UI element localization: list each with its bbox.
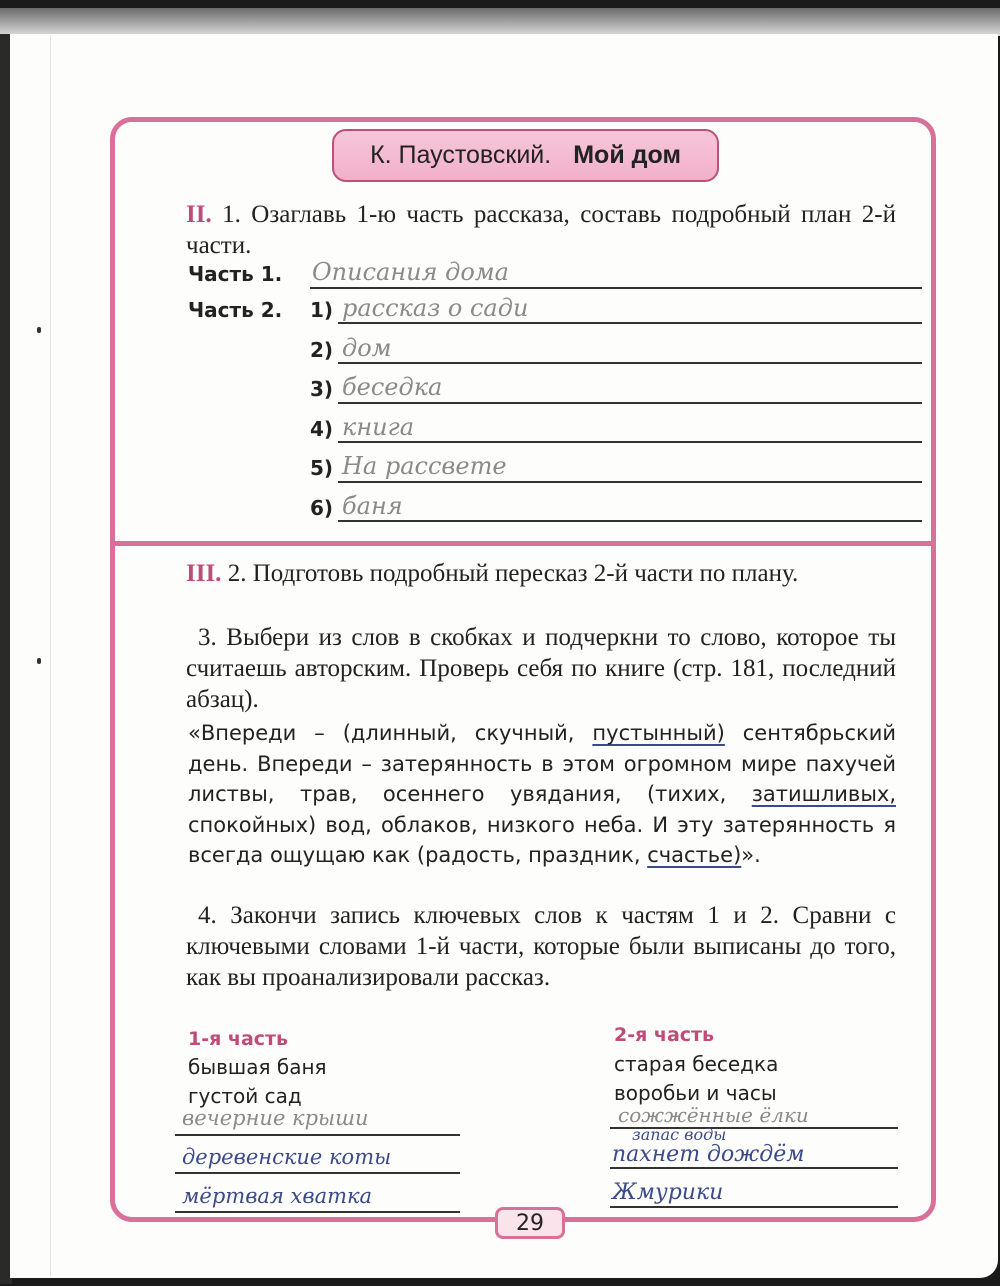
handwritten-answer-part-1[interactable]: Описания дома: [312, 258, 509, 286]
answer-line: [338, 362, 922, 364]
handwritten-plan-item[interactable]: беседка: [342, 373, 443, 401]
task-1-text: 1. Озаглавь 1-ю часть рассказа, составь подробный план 2-й части.: [186, 201, 896, 259]
author-name: К. Паустовский.: [370, 141, 552, 169]
task-1-instruction: [186, 199, 896, 261]
answer-line: [175, 1172, 460, 1174]
underlined-word[interactable]: затишливых,: [751, 782, 896, 806]
task-2-text: 2. Подготовь подробный пересказ 2-й части по плану.: [227, 560, 799, 587]
handwritten-keyword[interactable]: мёртвая хватка: [182, 1184, 373, 1208]
lesson-title-badge: [332, 129, 719, 182]
answer-line: [338, 441, 922, 443]
part-1-label: Часть 1.: [188, 262, 283, 286]
plan-number: 2): [310, 338, 334, 362]
quote-part: «Впереди – (длинный, скучный,: [188, 721, 593, 745]
handwritten-keyword[interactable]: вечерние крыши: [182, 1106, 369, 1130]
story-quote: [188, 718, 896, 871]
roman-numeral-iii: III.: [186, 560, 222, 587]
handwritten-keyword[interactable]: сожжённые ёлки: [618, 1103, 809, 1127]
handwritten-plan-item[interactable]: дом: [342, 334, 392, 362]
plan-number: 3): [310, 377, 334, 401]
section-divider: [110, 541, 936, 546]
underlined-word[interactable]: счастье): [647, 843, 742, 867]
keyword: бывшая баня: [188, 1055, 327, 1079]
plan-number: 1): [310, 298, 334, 322]
quote-part: спокойных) вод, облаков, низкого неба. И эту затерянность я всегда ощущаю как (радость, праздник,: [188, 812, 896, 867]
page-number: 29: [495, 1207, 565, 1239]
handwritten-keyword[interactable]: Жмурики: [612, 1180, 724, 1205]
margin-dot: [37, 327, 41, 333]
quote-part: сентябрьский день. Впереди – затерянность в этом огромном мире пахучей листвы, трав, осеннего увядания, (тихих,: [188, 721, 896, 806]
task-2-instruction: [186, 558, 896, 589]
keyword: густой сад: [188, 1084, 302, 1108]
answer-line: [338, 402, 922, 404]
handwritten-plan-item[interactable]: баня: [342, 492, 403, 520]
quote-part: ».: [741, 843, 761, 867]
handwritten-keyword[interactable]: запас воды: [632, 1125, 727, 1144]
answer-line: [338, 481, 922, 483]
handwritten-plan-item[interactable]: рассказ о сади: [342, 294, 529, 322]
story-title: Мой дом: [573, 141, 681, 169]
column-2-heading: 2-я часть: [614, 1024, 715, 1046]
underlined-word[interactable]: пустынный): [592, 721, 725, 745]
scan-top-edge: [0, 8, 1000, 36]
part-2-label: Часть 2.: [188, 298, 283, 322]
column-1-heading: 1-я часть: [188, 1028, 289, 1050]
keyword: старая беседка: [614, 1052, 779, 1076]
handwritten-plan-item[interactable]: На рассвете: [342, 452, 507, 480]
plan-number: 4): [310, 417, 334, 441]
handwritten-plan-item[interactable]: книга: [342, 413, 415, 441]
task-4-instruction: 4. Закончи запись ключевых слов к частям 1 и 2. Сравни с ключевыми словами 1-й части, которые были выписаны до того, как вы проанализировали рассказ.: [186, 902, 896, 991]
answer-line: [610, 1206, 898, 1208]
keyword: воробьи и часы: [614, 1081, 777, 1105]
page-fold-line: [50, 36, 51, 1276]
answer-line: [338, 520, 922, 522]
handwritten-keyword[interactable]: деревенские коты: [182, 1145, 392, 1169]
plan-number: 6): [310, 496, 334, 520]
answer-line: [310, 287, 922, 289]
margin-dot: [37, 658, 41, 664]
plan-number: 5): [310, 456, 334, 480]
roman-numeral-ii: II.: [186, 201, 212, 228]
task-3-instruction: 3. Выбери из слов в скобках и подчеркни то слово, которое ты считаешь авторским. Проверь себя по книге (стр. 181, последний абзац).: [186, 624, 896, 713]
answer-line: [338, 322, 922, 324]
handwritten-keyword[interactable]: пахнет дождём: [612, 1142, 805, 1167]
answer-line: [610, 1167, 898, 1169]
answer-line: [175, 1134, 460, 1136]
answer-line: [175, 1211, 460, 1213]
